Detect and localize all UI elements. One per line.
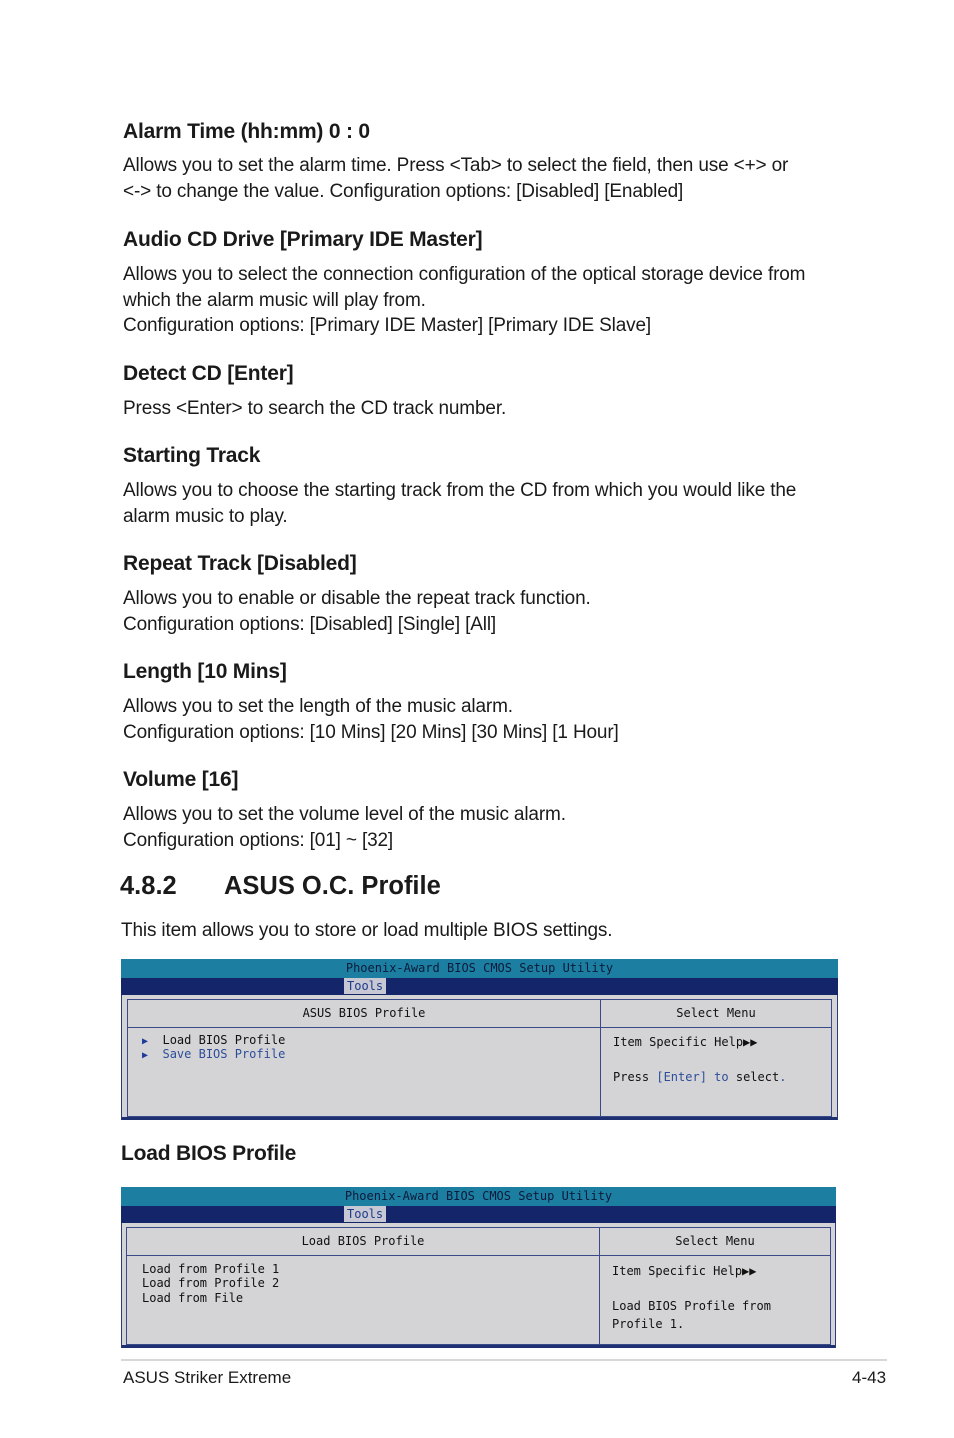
bios-menu-bar [121,1206,836,1223]
length-description [123,694,863,745]
text-line: <-> to change the value. Configuration options: [Disabled] [Enabled] [123,180,684,202]
help-text-line: Load BIOS Profile from [612,1299,771,1313]
text-line: alarm music to play. [123,505,288,527]
bios-panel [127,999,832,1117]
text-line: Allows you to select the connection configuration of the optical storage device from [123,264,806,285]
text-line: This item allows you to store or load multiple BIOS settings. [121,920,613,941]
heading-alarm-time: Alarm Time (hh:mm) 0 : 0 [123,120,370,143]
double-chevron-right-icon: ▶▶ [743,1035,758,1049]
help-title [612,1264,757,1278]
footer-rule [121,1359,887,1361]
bios-bottom-border [122,1117,837,1120]
heading-volume: Volume [16] [123,768,239,791]
asus-oc-profile-intro [121,918,861,944]
help-key: [Enter] [656,1070,707,1084]
text-line: Configuration options: [Disabled] [Single] [All] [123,613,497,635]
text-line: which the alarm music will play from. [123,289,426,311]
tab-tools[interactable]: Tools [344,1206,386,1222]
bios-screen-asus-profile [121,959,838,1120]
text-line: Configuration options: [01] ~ [32] [123,829,394,851]
bios-right-column [601,1000,831,1116]
menu-item-load-from-file[interactable]: Load from File [142,1291,244,1305]
help-title [613,1035,758,1049]
help-text [613,1070,786,1084]
bios-body [121,1223,836,1348]
double-chevron-right-icon: ▶▶ [742,1264,757,1278]
bios-menu-bar [121,978,838,995]
help-title-text: Item Specific Help [612,1264,743,1278]
text-line: Allows you to enable or disable the repeat track function. [123,588,591,609]
volume-description [123,802,863,853]
heading-repeat-track: Repeat Track [Disabled] [123,552,357,575]
help-word: . [779,1070,787,1084]
text-line: Configuration options: [Primary IDE Master] [Primary IDE Slave] [123,315,652,336]
bios-right-header: Select Menu [601,1000,831,1028]
heading-load-bios-profile: Load BIOS Profile [121,1142,297,1165]
help-word: select [735,1070,780,1084]
heading-detect-cd: Detect CD [Enter] [123,362,294,385]
help-word: to [714,1070,729,1084]
bios-title-bar: Phoenix-Award BIOS CMOS Setup Utility [121,1187,836,1206]
bios-screen-load-profile [121,1187,836,1348]
tab-tools[interactable]: Tools [344,978,386,994]
section-heading-asus-oc-profile [120,872,441,901]
bios-title-bar: Phoenix-Award BIOS CMOS Setup Utility [121,959,838,978]
menu-item-load-profile-1[interactable]: Load from Profile 1 [142,1262,280,1276]
heading-starting-track: Starting Track [123,444,261,467]
help-title-text: Item Specific Help [613,1035,744,1049]
bios-left-header: ASUS BIOS Profile [128,1000,600,1028]
footer-product-name: ASUS Striker Extreme [123,1368,292,1387]
bios-left-column [128,1000,601,1116]
bios-panel [126,1227,831,1345]
audio-cd-drive-description [123,262,863,339]
heading-length: Length [10 Mins] [123,660,287,683]
heading-audio-cd-drive: Audio CD Drive [Primary IDE Master] [123,228,483,251]
text-line: Configuration options: [10 Mins] [20 Mins] [30 Mins] [1 Hour] [123,721,619,743]
detect-cd-description [123,396,863,422]
text-line: Allows you to choose the starting track from the CD from which you would like the [123,480,797,501]
help-text-line: Profile 1. [612,1317,685,1331]
text-line: Allows you to set the volume level of the music alarm. [123,804,566,825]
menu-item-load-profile-2[interactable]: Load from Profile 2 [142,1276,280,1290]
bios-right-header: Select Menu [600,1228,830,1256]
triangle-right-icon: ▶ [142,1050,149,1061]
text-line: Allows you to set the length of the music alarm. [123,696,513,717]
section-title: ASUS O.C. Profile [224,872,441,900]
bios-body [121,995,838,1120]
bios-left-column [127,1228,600,1344]
bios-left-header: Load BIOS Profile [127,1228,599,1256]
help-word: Press [613,1070,650,1084]
starting-track-description [123,478,863,529]
bios-bottom-border [122,1345,835,1348]
repeat-track-description [123,586,863,637]
menu-item-save-bios-profile[interactable] [142,1047,285,1063]
text-line: Allows you to set the alarm time. Press <Tab> to select the field, then use <+> or [123,155,789,176]
triangle-right-icon: ▶ [142,1036,149,1047]
bios-right-column [600,1228,830,1344]
section-number: 4.8.2 [120,872,177,900]
footer-page-number: 4-43 [852,1368,887,1387]
alarm-time-description [123,153,863,204]
text-line: Press <Enter> to search the CD track number. [123,398,507,419]
menu-item-label: Save BIOS Profile [162,1047,286,1061]
menu-item-label: Load BIOS Profile [162,1033,286,1047]
